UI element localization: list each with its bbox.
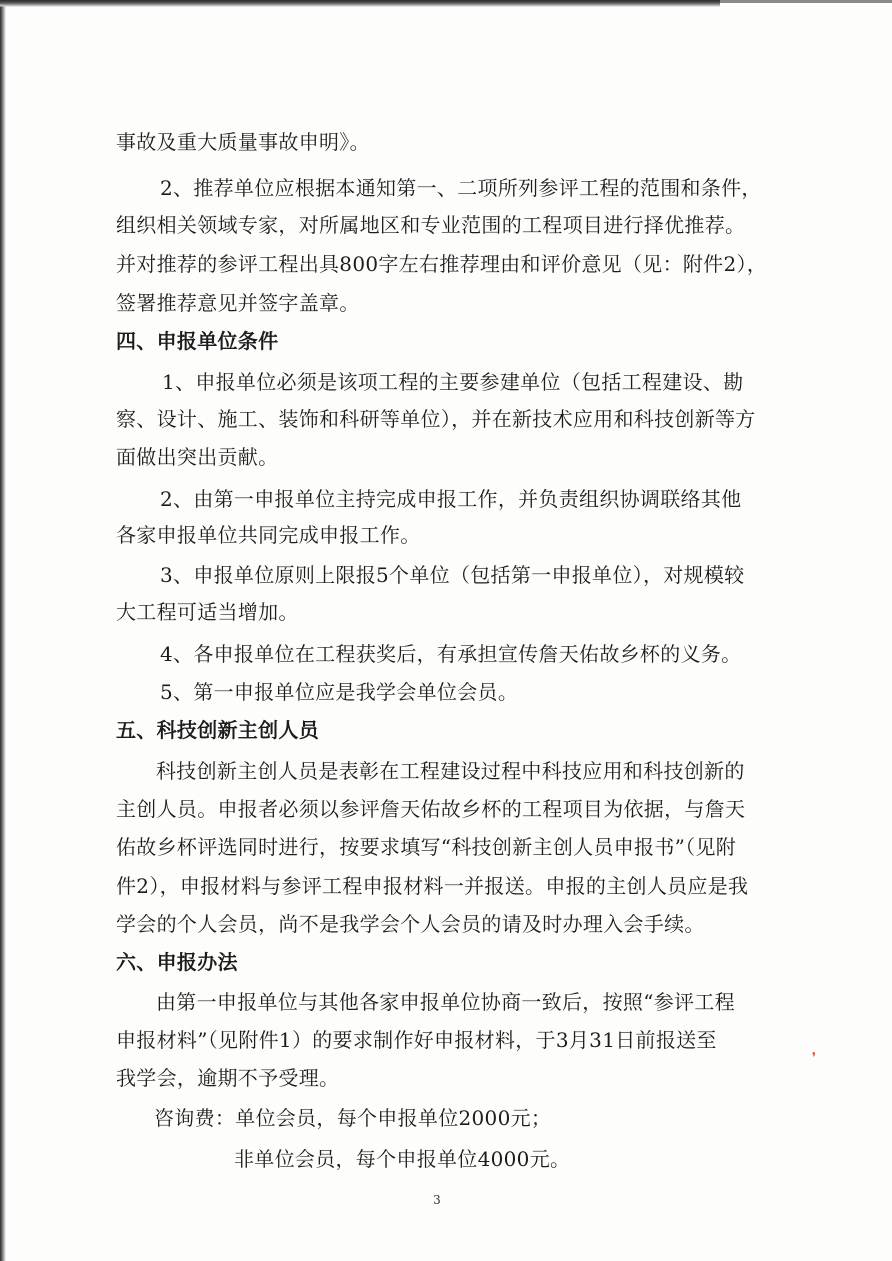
text-line: 大工程可适当增加。 (116, 600, 299, 624)
text-line: 科技创新主创人员是表彰在工程建设过程中科技应用和科技创新的 (156, 759, 745, 783)
fee-line-nonmember: 非单位会员，每个申报单位4000元。 (234, 1147, 571, 1171)
text-line: 主创人员。申报者必须以参评詹天佑故乡杯的工程项目为依据，与詹天 (116, 797, 746, 821)
text-line: 事故及重大质量事故申明》。 (116, 130, 370, 154)
text-line: 2、推荐单位应根据本通知第一、二项所列参评工程的范围和条件， (160, 176, 762, 200)
fee-line-member: 咨询费：单位会员，每个申报单位2000元； (154, 1106, 552, 1130)
text-line: 由第一申报单位与其他各家申报单位协商一致后，按照“参评工程 (156, 990, 735, 1014)
text-line: 5、第一申报单位应是我学会单位会员。 (160, 680, 519, 704)
text-line: 各家申报单位共同完成申报工作。 (116, 523, 421, 547)
text-line: 面做出突出贡献。 (116, 445, 279, 469)
text-line: 并对推荐的参评工程出具800字左右推荐理由和评价意见（见：附件2）， (116, 252, 768, 276)
text-line: 申报材料”（见附件1）的要求制作好申报材料，于3月31日前报送至 (116, 1028, 717, 1052)
scan-edge-top (0, 0, 720, 7)
section-heading-5: 五、科技创新主创人员 (116, 718, 319, 742)
text-line: 2、由第一申报单位主持完成申报工作，并负责组织协调联络其他 (160, 487, 742, 511)
red-ink-mark: ❜ (812, 1050, 816, 1064)
text-line: 佑故乡杯评选同时进行，按要求填写“科技创新主创人员申报书”（见附 (116, 835, 737, 859)
text-line: 我学会，逾期不予受理。 (116, 1066, 340, 1090)
text-line: 察、设计、施工、装饰和科研等单位），并在新技术应用和科技创新等方 (116, 407, 756, 431)
text-line: 组织相关领域专家，对所属地区和专业范围的工程项目进行择优推荐。 (116, 213, 746, 237)
section-heading-6: 六、申报办法 (116, 950, 238, 974)
text-line: 3、申报单位原则上限报5个单位（包括第一申报单位），对规模较 (160, 563, 745, 587)
text-line: 4、各申报单位在工程获奖后，有承担宣传詹天佑故乡杯的义务。 (160, 642, 742, 666)
page-number: 3 (433, 1193, 441, 1207)
text-line: 1、申报单位必须是该项工程的主要参建单位（包括工程建设、勘 (162, 370, 744, 394)
text-line: 签署推荐意见并签字盖章。 (116, 291, 360, 315)
text-line: 件2），申报材料与参评工程申报材料一并报送。申报的主创人员应是我 (116, 874, 749, 898)
section-heading-4: 四、申报单位条件 (116, 329, 279, 353)
scan-edge-top-right (720, 0, 892, 3)
text-line: 学会的个人会员，尚不是我学会个人会员的请及时办理入会手续。 (116, 912, 705, 936)
